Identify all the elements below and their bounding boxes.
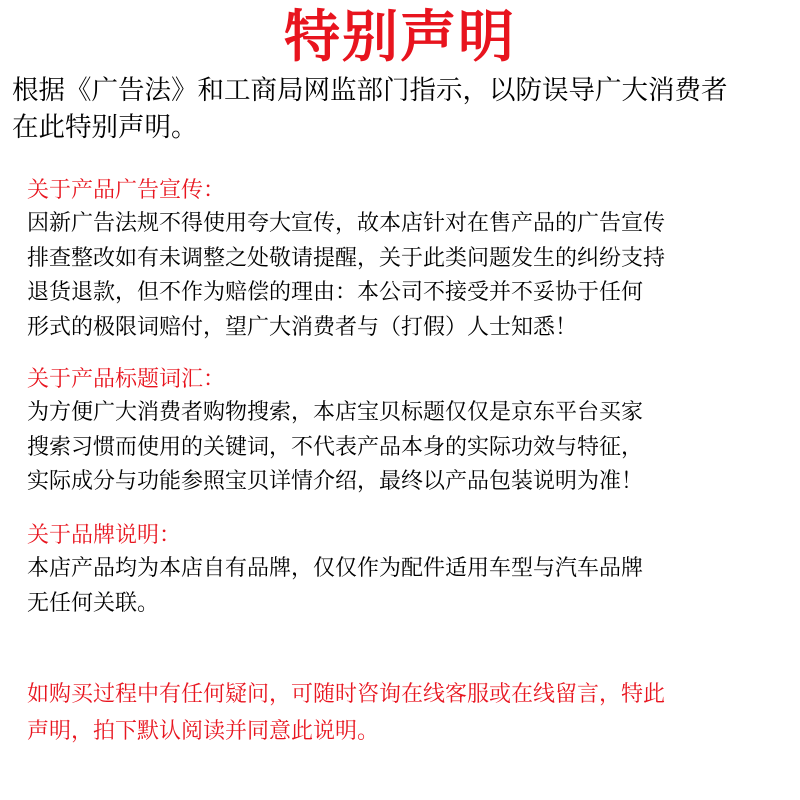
intro-paragraph	[12, 72, 797, 146]
closing-line: 声明，拍下默认阅读并同意此说明。	[27, 719, 380, 744]
section-advertising	[27, 175, 797, 345]
section-brand	[27, 520, 797, 621]
section-line: 因新广告法规不得使用夸大宣传，故本店针对在售产品的广告宣传	[27, 211, 666, 236]
section-heading: 关于品牌说明：	[27, 523, 182, 548]
section-heading: 关于产品广告宣传：	[27, 178, 226, 203]
page-title: 特别声明	[284, 5, 516, 70]
section-title-terms	[27, 364, 797, 500]
section-line: 实际成分与功能参照宝贝详情介绍，最终以产品包装说明为准！	[27, 469, 644, 494]
intro-line: 根据《广告法》和工商局网监部门指示，以防误导广大消费者	[12, 75, 728, 106]
intro-line: 在此特别声明。	[12, 112, 198, 143]
closing-line: 如购买过程中有任何疑问，可随时咨询在线客服或在线留言，特此	[27, 682, 666, 707]
section-line: 排查整改如有未调整之处敬请提醒，关于此类问题发生的纠纷支持	[27, 245, 666, 271]
section-heading: 关于产品标题词汇：	[27, 367, 226, 392]
closing-statement	[27, 676, 797, 750]
section-line: 搜索习惯而使用的关键词，不代表产品本身的实际功效与特征，	[27, 434, 644, 460]
section-line: 本店产品均为本店自有品牌，仅仅作为配件适用车型与汽车品牌	[27, 556, 644, 581]
section-line: 无任何关联。	[27, 590, 160, 616]
section-line: 形式的极限词赔付，望广大消费者与（打假）人士知悉！	[27, 314, 578, 340]
section-line: 退货退款，但不作为赔偿的理由：本公司不接受并不妥协于任何	[27, 280, 644, 305]
section-line: 为方便广大消费者购物搜索，本店宝贝标题仅仅是京东平台买家	[27, 400, 644, 425]
